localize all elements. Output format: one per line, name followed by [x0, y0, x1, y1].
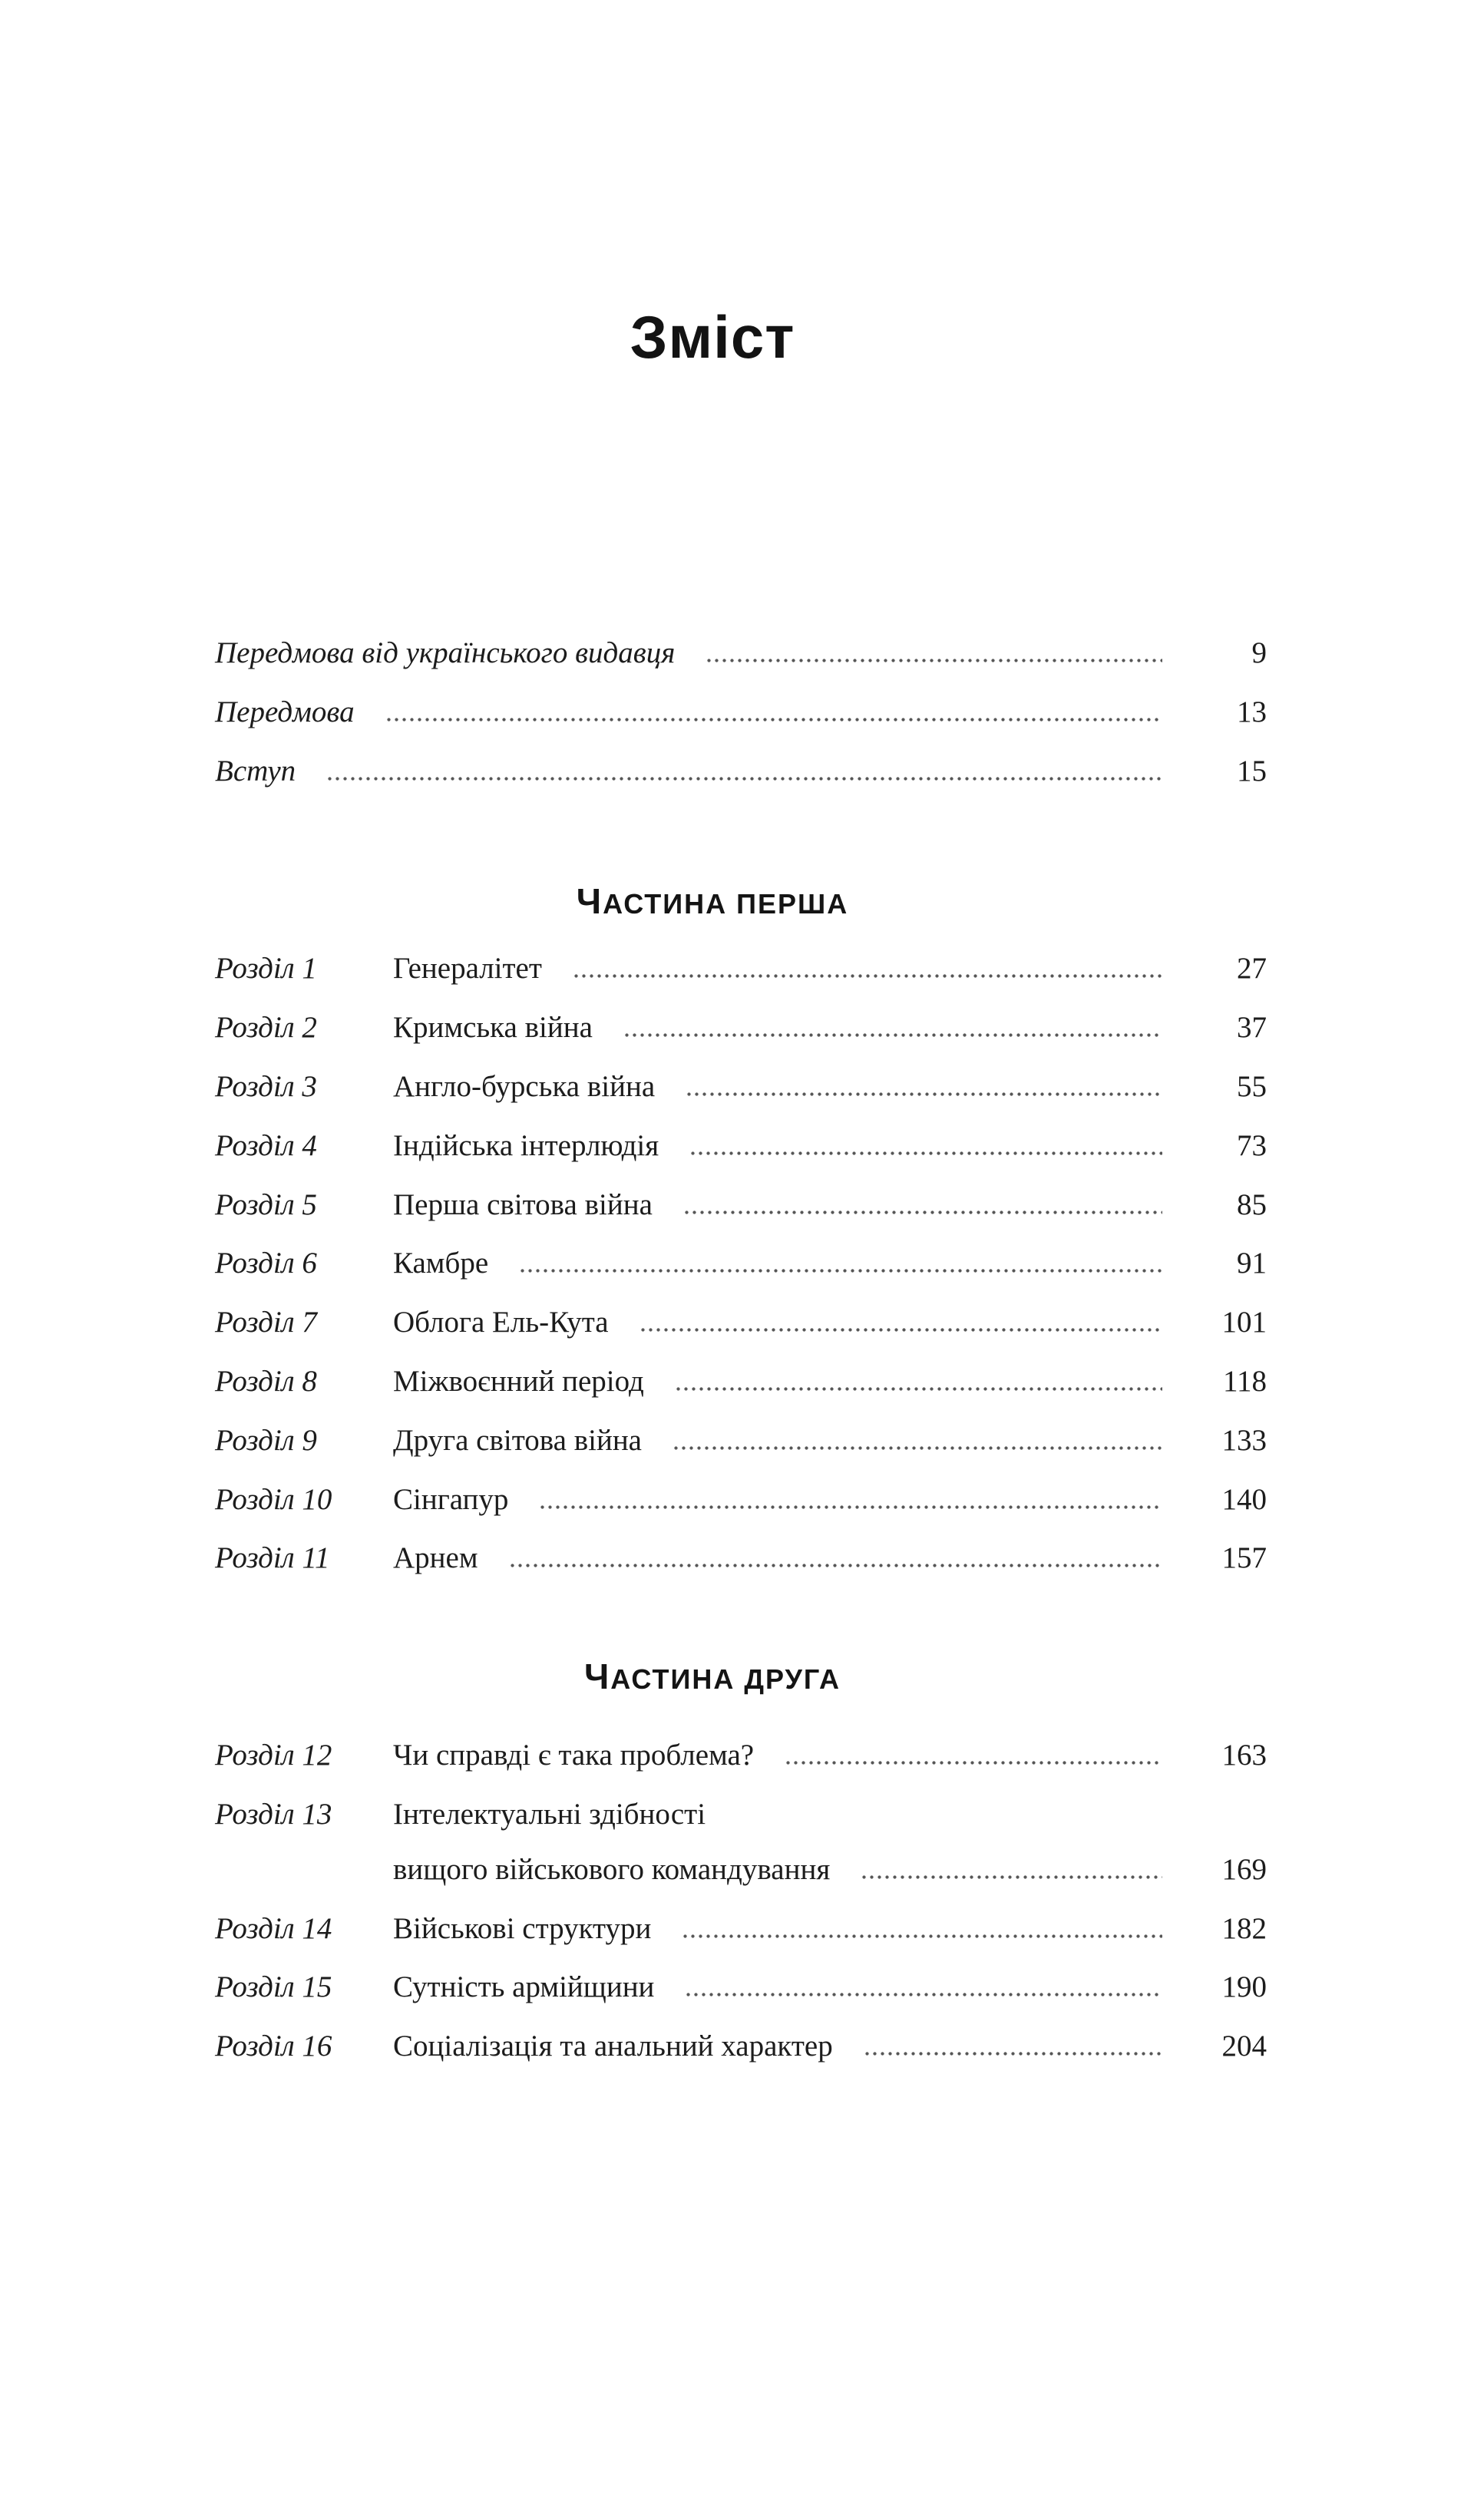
chapter-label: Розділ 13 — [215, 1797, 332, 1831]
chapter-row — [215, 1305, 1267, 1341]
chapter-title: Міжвоєнний період — [393, 1364, 644, 1398]
entry-title: Вступ — [215, 754, 296, 788]
dot-leader — [786, 1761, 1162, 1765]
page-number: 85 — [1237, 1187, 1267, 1221]
chapter-title: Індійська інтерлюдія — [393, 1128, 659, 1162]
part-one-chapters — [215, 951, 1267, 1577]
chapter-label: Розділ 3 — [215, 1069, 317, 1103]
chapter-row — [215, 951, 1267, 987]
dot-leader — [865, 2052, 1162, 2056]
chapter-title: Кримська війна — [393, 1011, 593, 1045]
chapter-title-lines — [393, 1797, 1267, 1888]
chapter-row — [215, 1970, 1267, 2006]
chapter-row — [215, 1069, 1267, 1105]
dot-leader — [685, 1210, 1162, 1214]
dot-leader — [641, 1328, 1162, 1332]
chapter-title-line2: вищого військового командування — [393, 1852, 831, 1886]
chapter-title: Генералітет — [393, 952, 542, 986]
page-number: 15 — [1237, 754, 1267, 788]
front-matter-entry — [215, 636, 1267, 672]
chapter-title: Інтелектуальні здібності — [393, 1797, 706, 1831]
chapter-row — [215, 1911, 1267, 1947]
chapter-label: Розділ 15 — [215, 1970, 332, 2004]
page-number: 27 — [1237, 952, 1267, 986]
dot-leader — [521, 1269, 1162, 1273]
chapter-row — [215, 1738, 1267, 1774]
chapter-row — [215, 1128, 1267, 1164]
page-number: 133 — [1221, 1423, 1267, 1457]
dot-leader — [862, 1875, 1162, 1879]
chapter-title: Сутність армійщини — [393, 1970, 655, 2004]
chapter-title: Чи справді є така проблема? — [393, 1739, 755, 1772]
page-number: 182 — [1221, 1911, 1267, 1945]
page-number: 163 — [1221, 1739, 1267, 1772]
chapter-title: Військові структури — [393, 1911, 652, 1945]
chapter-label: Розділ 14 — [215, 1911, 332, 1945]
page-number: 140 — [1221, 1482, 1267, 1516]
dot-leader — [540, 1505, 1162, 1509]
page-number: 190 — [1221, 1970, 1267, 2004]
page-number: 37 — [1237, 1011, 1267, 1045]
part-two-heading: ЧАСТИНА ДРУГА — [583, 1656, 841, 1697]
chapter-label: Розділ 12 — [215, 1739, 332, 1772]
chapter-title-line — [393, 1797, 1267, 1833]
chapter-title: Арнем — [393, 1541, 478, 1575]
chapter-row — [215, 1010, 1267, 1046]
chapter-label: Розділ 10 — [215, 1482, 332, 1516]
front-matter-entry — [215, 754, 1267, 790]
page-number: 157 — [1221, 1541, 1267, 1575]
chapter-label: Розділ 8 — [215, 1364, 317, 1398]
chapter-row — [215, 2029, 1267, 2065]
chapter-title: Англо-бурська війна — [393, 1069, 656, 1103]
page-number: 91 — [1237, 1247, 1267, 1280]
dot-leader — [574, 974, 1162, 978]
chapter-row — [215, 1541, 1267, 1577]
chapter-title: Соціалізація та анальний характер — [393, 2030, 833, 2063]
page-number: 204 — [1221, 2030, 1267, 2063]
dot-leader — [511, 1564, 1162, 1567]
chapter-label: Розділ 4 — [215, 1128, 317, 1162]
dot-leader — [676, 1387, 1162, 1391]
chapter-row-two-line — [215, 1797, 1267, 1888]
dot-leader — [686, 1993, 1162, 1997]
chapter-title: Камбре — [393, 1247, 489, 1280]
chapter-label: Розділ 7 — [215, 1306, 317, 1339]
page-number: 9 — [1251, 636, 1267, 669]
page-number: 13 — [1237, 695, 1267, 728]
page-number: 169 — [1221, 1852, 1267, 1886]
page-number: 55 — [1237, 1069, 1267, 1103]
chapter-label: Розділ 1 — [215, 952, 317, 986]
chapter-row — [215, 1246, 1267, 1282]
chapter-label: Розділ 6 — [215, 1247, 317, 1280]
chapter-row — [215, 1187, 1267, 1224]
chapter-title: Облога Ель-Кута — [393, 1306, 609, 1339]
chapter-label: Розділ 11 — [215, 1541, 330, 1575]
chapter-row — [215, 1364, 1267, 1400]
part-one-heading: ЧАСТИНА ПЕРША — [576, 881, 849, 922]
page-number: 101 — [1221, 1306, 1267, 1339]
chapter-title: Перша світова війна — [393, 1187, 653, 1221]
page-title: Зміст — [630, 303, 795, 371]
chapter-title-line — [393, 1852, 1267, 1888]
chapter-row — [215, 1482, 1267, 1518]
toc-page — [0, 303, 1474, 2065]
chapter-label: Розділ 2 — [215, 1011, 317, 1045]
dot-leader — [387, 718, 1162, 722]
chapter-title: Сінгапур — [393, 1482, 509, 1516]
dot-leader — [691, 1151, 1162, 1155]
chapter-label: Розділ 16 — [215, 2030, 332, 2063]
chapter-label: Розділ 5 — [215, 1187, 317, 1221]
dot-leader — [674, 1446, 1162, 1450]
front-matter-entry — [215, 695, 1267, 731]
entry-title: Передмова від українського видавця — [215, 636, 676, 669]
chapter-title: Друга світова війна — [393, 1423, 642, 1457]
dot-leader — [687, 1092, 1162, 1096]
dot-leader — [328, 777, 1162, 781]
page-number: 118 — [1222, 1364, 1267, 1398]
chapter-row — [215, 1423, 1267, 1459]
entry-title: Передмова — [215, 695, 355, 728]
dot-leader — [625, 1033, 1162, 1037]
page-number: 73 — [1237, 1128, 1267, 1162]
dot-leader — [683, 1934, 1162, 1938]
part-two-chapters — [215, 1738, 1267, 2065]
dot-leader — [707, 659, 1162, 662]
chapter-label: Розділ 9 — [215, 1423, 317, 1457]
front-matter-section — [215, 636, 1267, 789]
